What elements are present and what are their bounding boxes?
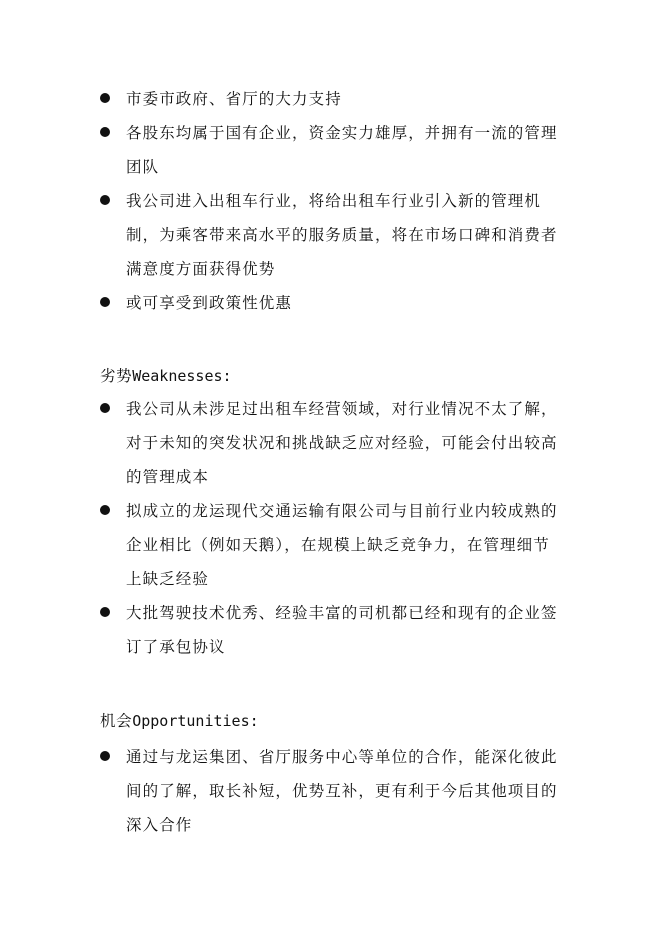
list-item bbox=[100, 596, 562, 664]
bullet-icon bbox=[100, 127, 110, 137]
weaknesses-section bbox=[100, 392, 562, 664]
list-item-text: 大批驾驶技术优秀、经验丰富的司机都已经和现有的企业签订了承包协议 bbox=[126, 604, 558, 656]
list-item-text: 各股东均属于国有企业，资金实力雄厚，并拥有一流的管理团队 bbox=[126, 124, 558, 176]
opportunities-section bbox=[100, 740, 562, 842]
list-item-text: 或可享受到政策性优惠 bbox=[126, 294, 293, 312]
list-item bbox=[100, 116, 562, 184]
weaknesses-list bbox=[100, 392, 562, 664]
opportunities-list bbox=[100, 740, 562, 842]
weaknesses-heading-en: Weaknesses: bbox=[132, 367, 232, 385]
bullet-icon bbox=[100, 751, 110, 761]
opportunities-heading bbox=[100, 709, 259, 733]
list-item-text: 我公司从未涉足过出租车经营领域，对行业情况不太了解，对于未知的突发状况和挑战缺乏应对经验，可能会付出较高的管理成本 bbox=[126, 400, 558, 486]
bullet-icon bbox=[100, 403, 110, 413]
list-item bbox=[100, 82, 562, 116]
strengths-list bbox=[100, 82, 562, 320]
list-item bbox=[100, 740, 562, 842]
list-item-text: 市委市政府、省厅的大力支持 bbox=[126, 90, 342, 108]
bullet-icon bbox=[100, 505, 110, 515]
list-item bbox=[100, 286, 562, 320]
bullet-icon bbox=[100, 195, 110, 205]
list-item bbox=[100, 392, 562, 494]
weaknesses-heading bbox=[100, 364, 232, 388]
bullet-icon bbox=[100, 297, 110, 307]
bullet-icon bbox=[100, 93, 110, 103]
list-item-text: 通过与龙运集团、省厅服务中心等单位的合作，能深化彼此间的了解，取长补短，优势互补，更有利于今后其他项目的深入合作 bbox=[126, 748, 558, 834]
opportunities-heading-cn: 机会 bbox=[100, 712, 133, 730]
list-item bbox=[100, 184, 562, 286]
opportunities-heading-en: Opportunities: bbox=[132, 712, 259, 730]
bullet-icon bbox=[100, 607, 110, 617]
list-item bbox=[100, 494, 562, 596]
weaknesses-heading-cn: 劣势 bbox=[100, 367, 133, 385]
list-item-text: 拟成立的龙运现代交通运输有限公司与目前行业内较成熟的企业相比（例如天鹅），在规模上缺乏竞争力，在管理细节上缺乏经验 bbox=[126, 502, 558, 588]
list-item-text: 我公司进入出租车行业，将给出租车行业引入新的管理机制，为乘客带来高水平的服务质量，将在市场口碑和消费者满意度方面获得优势 bbox=[126, 192, 558, 278]
strengths-section bbox=[100, 82, 562, 320]
